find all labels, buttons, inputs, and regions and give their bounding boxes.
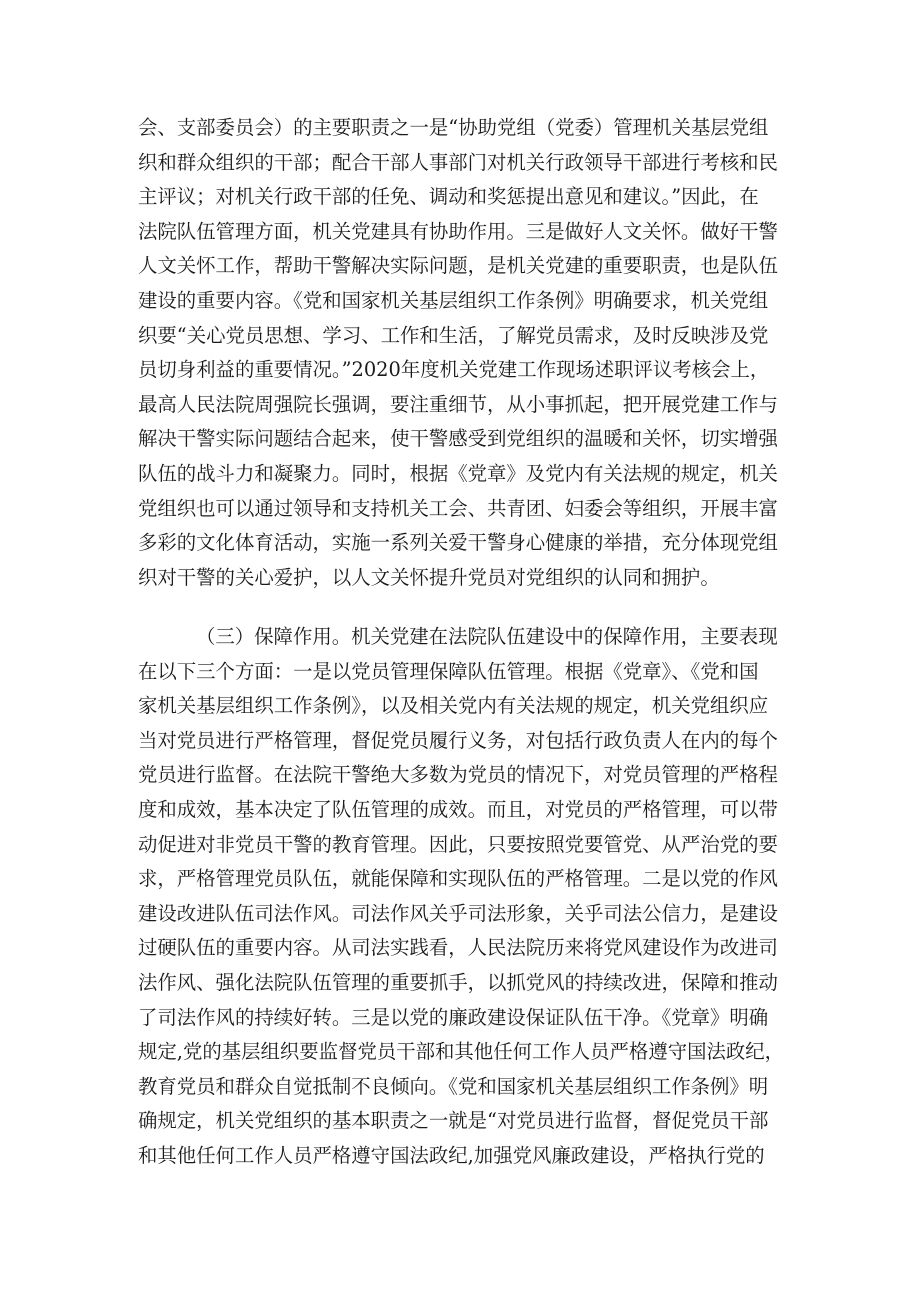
- text-line: 动促进对非党员干警的教育管理。因此，只要按照党要管党、从严治党的要: [138, 832, 778, 856]
- text-line: 最高人民法院周强院长强调，要注重细节，从小事抓起，把开展党建工作与: [138, 392, 778, 416]
- text-line: 人文关怀工作，帮助干警解决实际问题，是机关党建的重要职责，也是队伍: [138, 254, 778, 278]
- text-line: 当对党员进行严格管理，督促党员履行义务，对包括行政负责人在内的每个: [138, 728, 778, 752]
- text-line: 织对干警的关心爱护，以人文关怀提升党员对党组织的认同和拥护。: [138, 565, 720, 589]
- text-line: 和其他任何工作人员严格遵守国法政纪,加强党风廉政建设，严格执行党的: [138, 1143, 765, 1167]
- text-line: 求，严格管理党员队伍，就能保障和实现队伍的严格管理。二是以党的作风: [138, 867, 778, 891]
- body-paragraph: [138, 620, 808, 1174]
- body-paragraph: [138, 111, 808, 595]
- text-line: 党组织也可以通过领导和支持机关工会、共青团、妇委会等组织，开展丰富: [138, 496, 778, 520]
- text-line: 多彩的文化体育活动，实施一系列关爱干警身心健康的举措，充分体现党组: [138, 531, 778, 555]
- text-line: 确规定，机关党组织的基本职责之一就是“对党员进行监督，督促党员干部: [138, 1109, 769, 1133]
- text-line: 度和成效，基本决定了队伍管理的成效。而且，对党员的严格管理，可以带: [138, 797, 778, 821]
- text-line: 规定,党的基层组织要监督党员干部和其他任何工作人员严格遵守国法政纪，: [138, 1040, 785, 1064]
- text-line: 过硬队伍的重要内容。从司法实践看，人民法院历来将党风建设作为改进司: [138, 936, 778, 960]
- text-line: 教育党员和群众自觉抵制不良倾向。《党和国家机关基层组织工作条例》明: [138, 1074, 769, 1098]
- text-line: 主评议；对机关行政干部的任免、调动和奖惩提出意见和建议。”因此，在: [138, 185, 759, 209]
- text-line: 员切身利益的重要情况。”2020年度机关党建工作现场述职评议考核会上，: [138, 358, 770, 382]
- text-line: 建设的重要内容。《党和国家机关基层组织工作条例》明确要求，机关党组: [138, 288, 769, 312]
- text-line: 解决干警实际问题结合起来，使干警感受到党组织的温暖和关怀，切实增强: [138, 427, 778, 451]
- text-line: 队伍的战斗力和凝聚力。同时，根据《党章》及党内有关法规的规定，机关: [138, 461, 778, 485]
- section-heading-line: （三）保障作用。机关党建在法院队伍建设中的保障作用，主要表现: [196, 625, 778, 648]
- text-line: 法院队伍管理方面，机关党建具有协助作用。三是做好人文关怀。做好干警: [138, 219, 778, 243]
- text-line: 家机关基层组织工作条例》，以及相关党内有关法规的规定，机关党组织应: [138, 694, 769, 718]
- text-line: 法作风、强化法院队伍管理的重要抓手，以抓党风的持续改进，保障和推动: [138, 970, 778, 994]
- text-line: 在以下三个方面：一是以党员管理保障队伍管理。根据《党章》、《党和国: [138, 659, 759, 683]
- text-line: 会、支部委员会）的主要职责之一是“协助党组（党委）管理机关基层党组: [138, 116, 769, 139]
- text-line: 党员进行监督。在法院干警绝大多数为党员的情况下，对党员管理的严格程: [138, 763, 778, 787]
- text-line: 建设改进队伍司法作风。司法作风关乎司法形象，关乎司法公信力，是建设: [138, 901, 778, 925]
- text-line: 织要“关心党员思想、学习、工作和生活，了解党员需求，及时反映涉及党: [138, 323, 769, 347]
- text-line: 织和群众组织的干部；配合干部人事部门对机关行政领导干部进行考核和民: [138, 150, 778, 174]
- text-line: 了司法作风的持续好转。三是以党的廉政建设保证队伍干净。《党章》明确: [138, 1005, 769, 1029]
